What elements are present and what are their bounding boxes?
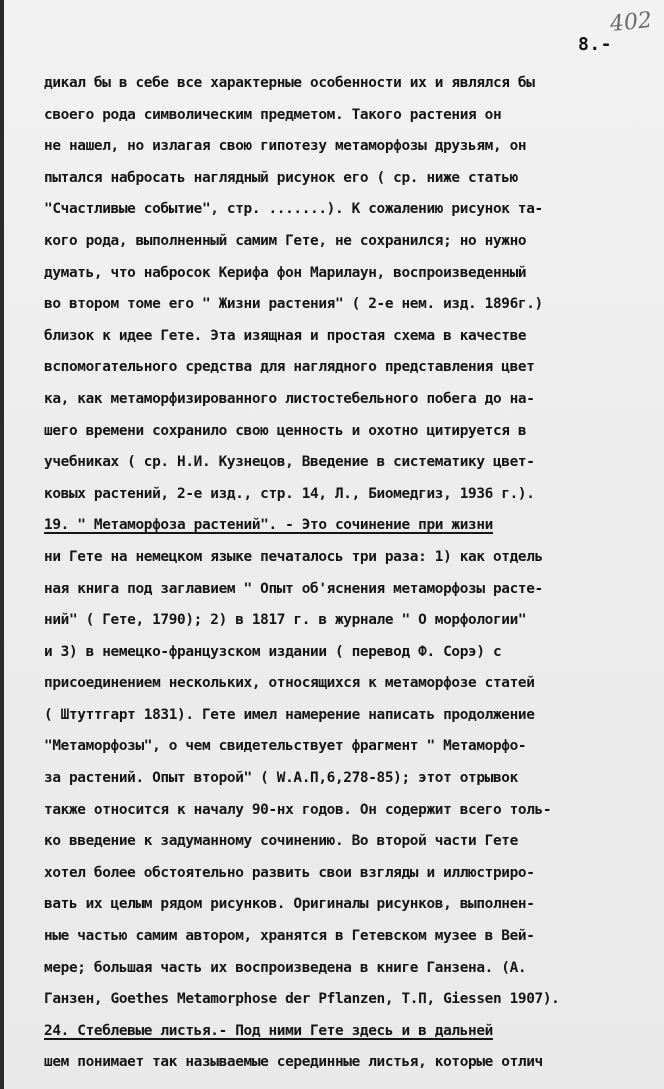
archive-number: 402 [608, 7, 654, 38]
text-line: ная книга под заглавием " Опыт об'яснения метаморфозы расте- [44, 580, 543, 597]
text-line: ные частью самим автором, хранятся в Гетевском музее в Вей- [44, 928, 535, 945]
text-line: ка, как метаморфизированного листостебельного побега до на- [44, 390, 535, 407]
text-line: ний" ( Гете, 1790); 2) в 1817 г. в журнале " О морфологии" [44, 612, 527, 629]
text-line: кого рода, выполненный самим Гете, не сохранился; но нужно [44, 232, 527, 249]
text-line: ковых растений, 2-е изд., стр. 14, Л., Биомедгиз, 1936 г.). [44, 485, 535, 502]
note-heading-24: 24. Стеблевые листья.- Под ними Гете здесь и в дальней [44, 1022, 493, 1039]
text-line: присоединением нескольких, относящихся к метаморфозе статей [44, 675, 535, 692]
text-line: ко введение к задуманному сочинению. Во второй части Гете [44, 833, 518, 850]
text-line: за растений. Опыт второй" ( W.A.П,6,278-85); этот отрывок [44, 770, 518, 787]
text-line: не нашел, но излагая свою гипотезу метаморфозы друзьям, он [44, 138, 527, 155]
text-line: ни Гете на немецком языке печаталось три раза: 1) как отдель [44, 548, 543, 565]
text-line: во втором томе его " Жизни растения" ( 2-е нем. изд. 1896г.) [44, 296, 543, 313]
text-line: своего рода символическим предметом. Такого растения он [44, 106, 502, 123]
text-line: вспомогательного средства для наглядного представления цвет [44, 359, 535, 376]
text-line: думать, что набросок Керифа фон Марилаун, воспроизведенный [44, 264, 527, 281]
text-line: мере; большая часть их воспроизведена в книге Ганзена. (А. [44, 959, 527, 976]
text-line: близок к идее Гете. Эта изящная и простая схема в качестве [44, 327, 527, 344]
text-line: пытался набросать наглядный рисунок его ( ср. ниже статью [44, 169, 518, 186]
note-heading-19: 19. " Метаморфоза растений". - Это сочинение при жизни [44, 517, 493, 534]
text-line: шем понимает так называемые серединные листья, которые отлич [44, 1054, 543, 1071]
text-line: и 3) в немецко-французском издании ( перевод Ф. Сорэ) с [44, 643, 502, 660]
text-line: также относится к началу 90-нх годов. Он содержит всего толь- [44, 801, 552, 818]
body-text [44, 68, 664, 1079]
page-number: 8.- [578, 34, 613, 55]
text-line: хотел более обстоятельно развить свои взгляды и иллюстриро- [44, 864, 535, 881]
text-line: шего времени сохранило свою ценность и охотно цитируется в [44, 422, 527, 439]
text-line: учебниках ( ср. Н.И. Кузнецов, Введение в систематику цвет- [44, 454, 535, 471]
text-line: дикал бы в себе все характерные особенности их и являлся бы [44, 75, 535, 91]
text-line: "Метаморфозы", о чем свидетельствует фрагмент " Метаморфо- [44, 738, 527, 755]
text-line: вать их целым рядом рисунков. Оригиналы рисунков, выполнен- [44, 896, 535, 913]
text-line-handwritten-citation: Ганзен, Goethes Metamorphose der Pflanzen, Т.П, Giessen 1907). [44, 991, 560, 1008]
text-line: ( Штуттгарт 1831). Гете имел намерение написать продолжение [44, 706, 535, 723]
text-line: "Счастливые событие", стр. .......). К сожалению рисунок та- [44, 201, 543, 218]
